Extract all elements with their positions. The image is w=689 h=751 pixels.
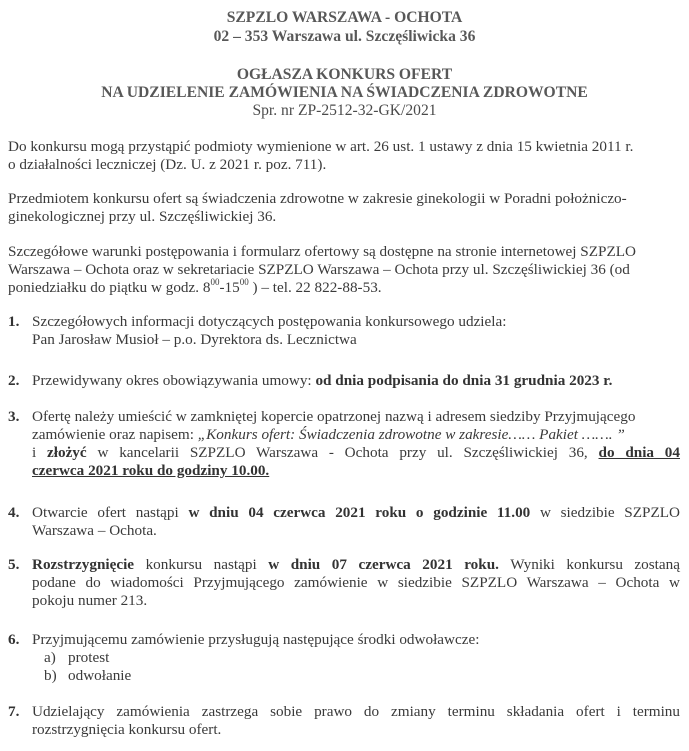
item-number: 5.	[8, 556, 20, 573]
item-number: 6.	[8, 631, 20, 648]
submission-deadline-part2: czerwca 2021 roku do godziny 10.00.	[32, 462, 270, 479]
eligibility-line-1: Do konkursu mogą przystąpić podmioty wymienione w art. 26 ust. 1 ustawy z dnia 15 kwietnia 2011 r.	[8, 138, 634, 155]
item-3-line-3	[32, 444, 680, 462]
item-2-line-1	[32, 372, 680, 390]
office-hours-text: poniedziałku do piątku w godz. 8	[8, 279, 211, 296]
sub-item-label: b)	[44, 667, 57, 684]
contract-period-value: od dnia podpisania do dnia 31 grudnia 2023 r.	[315, 372, 613, 389]
eligibility-line-2: o działalności leczniczej (Dz. U. z 2021 r. poz. 711).	[8, 156, 327, 173]
sub-item-b	[32, 667, 680, 685]
announcement-title: OGŁASZA KONKURS OFERT	[236, 66, 453, 83]
sub-item-a	[32, 649, 680, 667]
conditions-line-3	[8, 276, 680, 297]
item-6-line-1: Przyjmującemu zamówienie przysługują następujące środki odwoławcze:	[32, 631, 480, 648]
resolution-label: Rozstrzygnięcie	[32, 556, 135, 573]
item-1-line-2: Pan Jarosław Musioł – p.o. Dyrektora ds. Lecznictwa	[32, 331, 357, 348]
item-3-line-1: Ofertę należy umieścić w zamkniętej kopercie opatrzonej nazwą i adresem siedziby Przyjmującego	[32, 408, 636, 425]
item-number: 3.	[8, 408, 20, 425]
item-number: 4.	[8, 504, 20, 521]
opening-location: w siedzibie SZPZLO	[530, 504, 680, 521]
hours-open-sup: 00	[210, 276, 220, 287]
item-number: 1.	[8, 313, 20, 330]
resolution-text: konkursu nastąpi	[134, 556, 269, 573]
submission-deadline-part1: do dnia 04	[598, 444, 680, 461]
item-3-line-4	[32, 462, 680, 480]
item-3-line-2	[32, 426, 680, 444]
item-7-line-2: rozstrzygnięcia konkursu ofert.	[32, 721, 222, 738]
organization-address: 02 – 353 Warszawa ul. Szczęśliwicka 36	[213, 28, 476, 45]
subject-paragraph	[8, 190, 680, 226]
hours-close-text: -15	[219, 279, 240, 296]
envelope-label-text: „Konkurs ofert: Świadczenia zdrowotne w zakresie…… Pakiet ……. ”	[197, 426, 625, 443]
envelope-label-intro: zamówienie oraz napisem:	[32, 426, 198, 443]
hours-close-sup: 00	[239, 276, 249, 287]
sub-item-text: protest	[68, 649, 110, 666]
results-text: Wyniki konkursu zostaną	[498, 556, 680, 573]
subject-line-1: Przedmiotem konkursu ofert są świadczenia zdrowotne w zakresie ginekologii w Poradni położniczo-	[8, 190, 627, 207]
sub-item-text: odwołanie	[68, 667, 132, 684]
opening-label: Otwarcie ofert nastąpi	[32, 504, 189, 521]
case-number: Spr. nr ZP-2512-32-GK/2021	[252, 102, 437, 119]
announcement-subtitle: NA UDZIELENIE ZAMÓWIENIA NA ŚWIADCZENIA ZDROWOTNE	[101, 84, 588, 101]
item-5-line-2: podane do wiadomości Przyjmującego zamówienie w siedzibie SZPZLO Warszawa – Ochota w	[32, 574, 680, 591]
item-number: 7.	[8, 703, 20, 720]
organization-name: SZPZLO WARSZAWA - OCHOTA	[226, 9, 463, 26]
item-5-line-1	[32, 556, 680, 574]
item-5-line-3: pokoju numer 213.	[32, 592, 148, 609]
conditions-line-1: Szczegółowe warunki postępowania i formularz ofertowy są dostępne na stronie internetowej SZPZLO	[8, 243, 636, 260]
phone-text: ) – tel. 22 822-88-53.	[248, 279, 382, 296]
conditions-line-2: Warszawa – Ochota oraz w sekretariacie SZPZLO Warszawa – Ochota przy ul. Szczęśliwickiej 36 (od	[8, 261, 630, 278]
item-1-line-1: Szczegółowych informacji dotyczących postępowania konkursowego udziela:	[32, 313, 507, 330]
submission-prefix: i	[32, 444, 48, 461]
conditions-paragraph	[8, 243, 680, 297]
resolution-date: w dniu 07 czerwca 2021 roku.	[268, 556, 499, 573]
sub-item-label: a)	[44, 649, 56, 666]
opening-datetime: w dniu 04 czerwca 2021 roku o godzinie 11.00	[188, 504, 531, 521]
submission-location: w kancelarii SZPZLO Warszawa - Ochota przy ul. Szczęśliwickiej 36,	[86, 444, 599, 461]
submission-verb: złożyć	[47, 444, 87, 461]
item-4-line-1	[32, 504, 680, 522]
contract-period-label: Przewidywany okres obowiązywania umowy:	[32, 372, 316, 389]
item-7-line-1: Udzielający zamówienia zastrzega sobie prawo do zmiany terminu składania ofert i terminu	[32, 703, 680, 720]
eligibility-paragraph	[8, 138, 680, 174]
item-4-line-2: Warszawa – Ochota.	[32, 522, 157, 539]
subject-line-2: ginekologicznej przy ul. Szczęśliwickiej 36.	[8, 208, 277, 225]
item-number: 2.	[8, 372, 20, 389]
